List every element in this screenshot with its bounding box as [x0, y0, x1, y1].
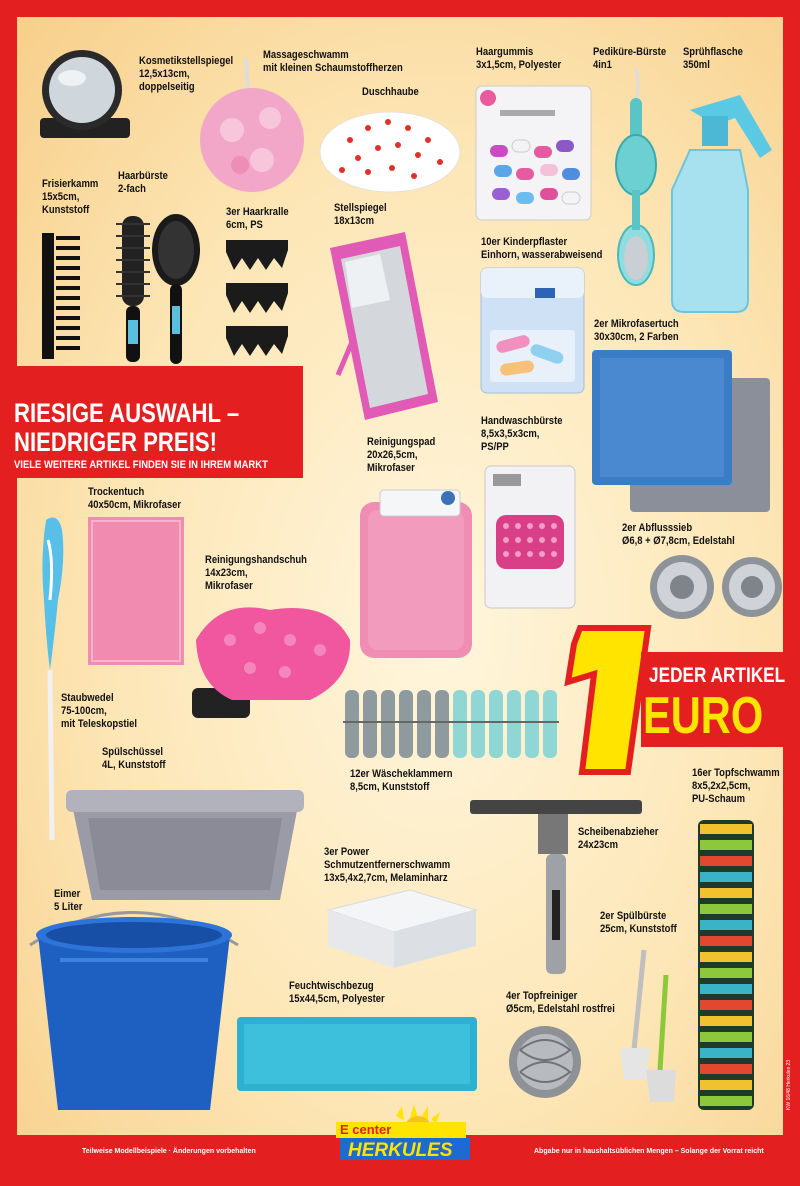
hand-wash-brush-image: [485, 466, 575, 608]
spray-bottle-image: [672, 95, 772, 312]
dish-brushes-image: [620, 950, 676, 1102]
label-powerschwamm: 3er Power Schmutzentfernerschwamm 13x5,4x2,7cm, Melaminharz: [324, 846, 451, 884]
label-haarkralle: 3er Haarkralle 6cm, PS: [226, 206, 289, 231]
hair-ties-image: [476, 86, 591, 220]
washing-bowl-image: [66, 790, 304, 900]
label-trockentuch: Trockentuch 40x50cm, Mikrofaser: [88, 486, 182, 511]
drying-towel-image: [88, 517, 184, 665]
label-mikrofasertuch: 2er Mikrofasertuch 30x30cm, 2 Farben: [594, 318, 679, 343]
banner-headline-1: RIESIGE AUSWAHL –: [14, 398, 240, 428]
clothes-pegs-image: [343, 690, 559, 758]
label-kosmetikspiegel: Kosmetikstellspiegel 12,5x13cm, doppelseitig: [139, 55, 234, 93]
label-massageschwamm: Massageschwamm mit kleinen Schaumstoffherzen: [263, 49, 403, 74]
hair-claws-image: [226, 240, 288, 356]
pedicure-brush-image: [616, 68, 656, 285]
label-haarbuerste: Haarbürste 2-fach: [118, 170, 168, 195]
mop-cover-image: [237, 1017, 477, 1091]
duster-image: [42, 518, 63, 840]
label-haargummis: Haargummis 3x1,5cm, Polyester: [476, 46, 562, 71]
label-reinigungshandschuh: Reinigungshandschuh 14x23cm, Mikrofaser: [205, 554, 307, 592]
label-eimer: Eimer 5 Liter: [54, 888, 83, 913]
price-badge-line2: EURO: [643, 687, 764, 745]
footer-code: KW 16/48 Herkules 23: [786, 1059, 792, 1110]
comb-image: [42, 233, 80, 359]
label-reinigungspad: Reinigungspad 20x26,5cm, Mikrofaser: [367, 436, 436, 474]
cosmetic-mirror-image: [40, 50, 130, 138]
label-waescheklammern: 12er Wäscheklammern 8,5cm, Kunststoff: [350, 768, 453, 793]
footer-left: Teilweise Modellbeispiele · Änderungen vorbehalten: [82, 1148, 256, 1155]
label-abflusssieb: 2er Abflusssieb Ø6,8 + Ø7,8cm, Edelstahl: [622, 522, 735, 547]
plaster-pack-image: [481, 268, 584, 393]
melamine-sponges-image: [328, 890, 476, 968]
label-duschhaube: Duschhaube: [362, 86, 419, 98]
microfiber-cloths-image: [592, 350, 770, 512]
label-spruehflasche: Sprühflasche 350ml: [683, 46, 743, 71]
label-spuelbuerste: 2er Spülbürste 25cm, Kunststoff: [600, 910, 677, 935]
logo-bottom-text: HERKULES: [348, 1140, 453, 1161]
label-pedikuere: Pediküre-Bürste 4in1: [593, 46, 667, 71]
cleaning-glove-image: [192, 607, 350, 718]
hair-brushes-image: [116, 214, 200, 364]
label-topfreiniger: 4er Topfreiniger Ø5cm, Edelstahl rostfrei: [506, 990, 615, 1015]
pot-scourers-image: [509, 1026, 581, 1098]
bucket-image: [30, 913, 238, 1111]
stand-mirror-image: [330, 232, 438, 420]
footer-right: Abgabe nur in haushaltsüblichen Mengen – Solange der Vorrat reicht: [534, 1148, 764, 1155]
cleaning-pad-image: [360, 490, 472, 658]
shower-cap-image: [320, 112, 460, 192]
logo-top-text: E center: [340, 1122, 392, 1137]
label-wischbezug: Feuchtwischbezug 15x44,5cm, Polyester: [289, 980, 385, 1005]
label-spuelschuessel: Spülschüssel 4L, Kunststoff: [102, 746, 166, 771]
label-scheibenabzieher: Scheibenabzieher 24x23cm: [578, 826, 659, 851]
price-badge-line1: JEDER ARTIKEL: [649, 664, 786, 687]
label-frisierkamm: Frisierkamm 15x5cm, Kunststoff: [42, 178, 99, 216]
scrub-sponges-image: [698, 820, 754, 1110]
label-stellspiegel: Stellspiegel 18x13cm: [334, 202, 387, 227]
label-topfschwamm: 16er Topfschwamm 8x5,2x2,5cm, PU-Schaum: [692, 767, 780, 805]
banner-subline: VIELE WEITERE ARTIKEL FINDEN SIE IN IHREM MARKT: [14, 459, 268, 471]
banner-headline-2: NIEDRIGER PREIS!: [14, 427, 217, 457]
label-handwaschbuerste: Handwaschbürste 8,5x3,5x3cm, PS/PP: [481, 415, 563, 453]
label-kinderpflaster: 10er Kinderpflaster Einhorn, wasserabweisend: [481, 236, 603, 261]
drain-strainers-image: [650, 555, 782, 619]
label-staubwedel: Staubwedel 75-100cm, mit Teleskopstiel: [61, 692, 138, 730]
